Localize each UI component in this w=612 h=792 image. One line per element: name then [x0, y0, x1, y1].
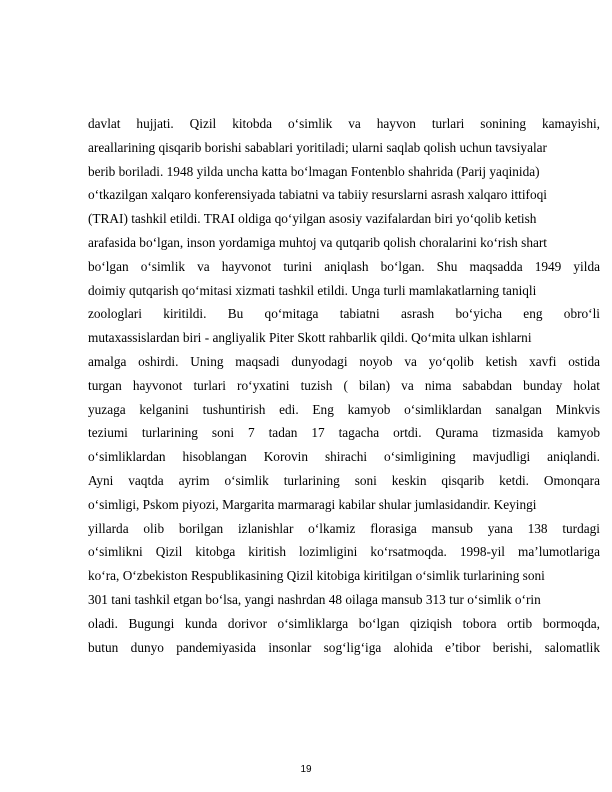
text-line: berib boriladi. 1948 yilda uncha katta bo‘lmagan Fontenblo shahrida (Parij yaqinida) — [88, 163, 540, 179]
text-line: zoologlari kiritildi. Bu qo‘mitaga tabiatni asrash bo‘yicha eng obro‘li — [88, 306, 600, 322]
text-line: doimiy qutqarish qo‘mitasi xizmati tashkil etildi. Unga turli mamlakatlarning taniqli — [88, 282, 537, 298]
text-line: amalga oshirdi. Uning maqsadi dunyodagi noyob va yo‘qolib ketish xavfi ostida — [88, 353, 600, 369]
text-line: yillarda olib borilgan izlanishlar o‘lkamiz florasiga mansub yana 138 turdagi — [88, 520, 600, 536]
text-line: o‘tkazilgan xalqaro konferensiyada tabiatni va tabiiy resurslarni asrash xalqaro ittifoqi — [88, 187, 547, 203]
text-line: o‘simligi, Pskom piyozi, Margarita marmaragi kabilar shular jumlasidandir. Keyingi — [88, 496, 537, 512]
text-line: oladi. Bugungi kunda dorivor o‘simliklarga bo‘lgan qiziqish tobora ortib bormoqda, — [88, 615, 600, 631]
text-line: o‘simlikni Qizil kitobga kiritish lozimligini ko‘rsatmoqda. 1998-yil ma’lumotlariga — [88, 544, 600, 560]
text-line: davlat hujjati. Qizil kitobda o‘simlik va hayvon turlari sonining kamayishi, — [88, 116, 600, 131]
text-line: yuzaga kelganini tushuntirish edi. Eng kamyob o‘simliklardan sanalgan Minkvis — [88, 401, 600, 417]
text-line: Ayni vaqtda ayrim o‘simlik turlarining soni keskin qisqarib ketdi. Omonqara — [88, 472, 600, 488]
text-line: mutaxassislardan biri - angliyalik Piter Skott rahbarlik qildi. Qo‘mita ulkan ishlarni — [88, 330, 532, 346]
text-line: teziumi turlarining soni 7 tadan 17 tagacha ortdi. Qurama tizmasida kamyob — [88, 425, 600, 441]
text-line: (TRAI) tashkil etildi. TRAI oldiga qo‘yilgan asosiy vazifalardan biri yo‘qolib ketish — [88, 211, 537, 227]
text-line: bo‘lgan o‘simlik va hayvonot turini aniqlash bo‘lgan. Shu maqsadda 1949 yilda — [88, 258, 600, 274]
body-text — [88, 112, 600, 659]
page-number: 19 — [300, 764, 312, 775]
text-line: ko‘ra, O‘zbekiston Respublikasining Qizil kitobiga kiritilgan o‘simlik turlarining soni — [88, 568, 545, 584]
text-line: 301 tani tashkil etgan bo‘lsa, yangi nashrdan 48 oilaga mansub 313 tur o‘simlik o‘rin — [88, 591, 541, 607]
text-line: areallarining qisqarib borishi sabablari yoritiladi; ularni saqlab qolish uchun tavsiyalar — [88, 139, 547, 155]
text-line: arafasida bo‘lgan, inson yordamiga muhtoj va qutqarib qolish choralarini ko‘rish shart — [88, 234, 547, 250]
text-line: turgan hayvonot turlari ro‘yxatini tuzish ( bilan) va nima sababdan bunday holat — [88, 377, 600, 393]
text-line: butun dunyo pandemiyasida insonlar sog‘lig‘iga alohida e’tibor berishi, salomatlik — [88, 639, 600, 655]
text-line: o‘simliklardan hisoblangan Korovin shirachi o‘simligining mavjudligi aniqlandi. — [88, 449, 600, 465]
